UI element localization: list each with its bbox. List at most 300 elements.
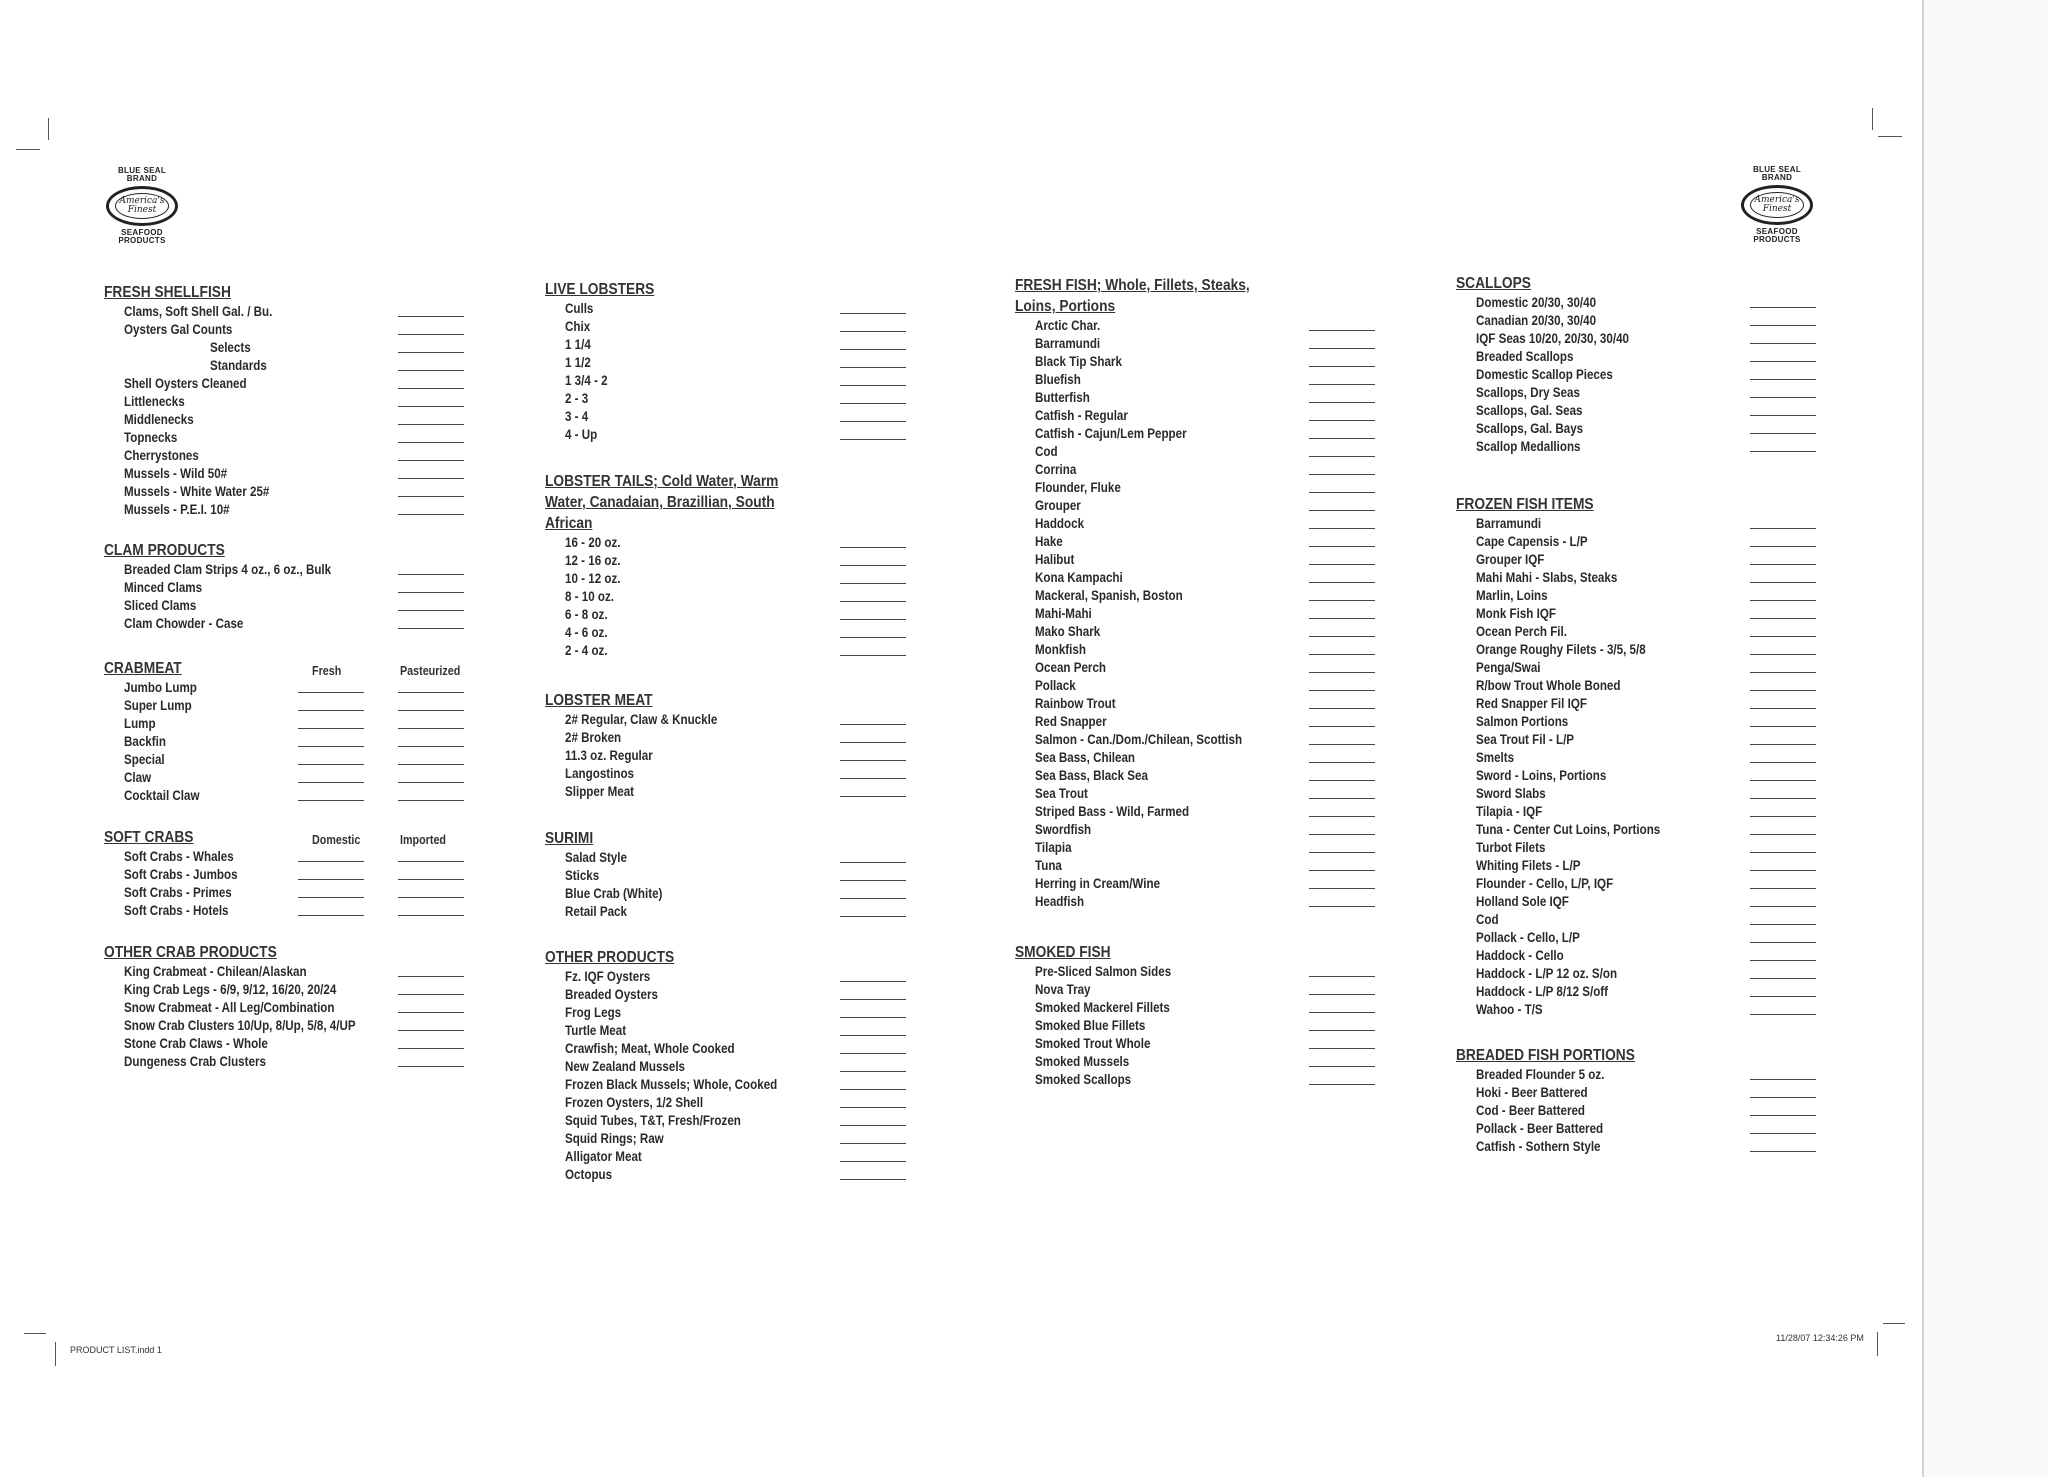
quantity-field[interactable]: [298, 692, 364, 693]
item-label: Sea Bass, Chilean: [1035, 750, 1136, 765]
list-item: [104, 769, 494, 787]
quantity-field[interactable]: [1309, 672, 1375, 673]
item-label: Smelts: [1476, 750, 1515, 765]
quantity-field[interactable]: [1750, 906, 1816, 907]
quantity-field[interactable]: [1750, 888, 1816, 889]
quantity-field[interactable]: [1750, 978, 1816, 979]
item-label: Catfish - Sothern Style: [1476, 1139, 1601, 1154]
item-label: Monkfish: [1035, 642, 1086, 657]
item-label: Soft Crabs - Hotels: [124, 903, 229, 918]
quantity-field[interactable]: [1309, 330, 1375, 331]
item-label: Headfish: [1035, 894, 1085, 909]
item-label: Littlenecks: [124, 394, 185, 409]
quantity-field[interactable]: [1750, 1014, 1816, 1015]
quantity-field[interactable]: [840, 1071, 906, 1072]
quantity-field[interactable]: [1750, 546, 1816, 547]
quantity-field[interactable]: [398, 406, 464, 407]
item-label: Sword - Loins, Portions: [1476, 768, 1607, 783]
quantity-field[interactable]: [1309, 690, 1375, 691]
quantity-field[interactable]: [298, 861, 364, 862]
quantity-field[interactable]: [1750, 582, 1816, 583]
quantity-field[interactable]: [398, 976, 464, 977]
quantity-field[interactable]: [840, 1053, 906, 1054]
list-item: [1015, 533, 1405, 551]
quantity-field[interactable]: [1750, 780, 1816, 781]
item-label: Blue Crab (White): [565, 886, 663, 901]
quantity-field[interactable]: [1309, 834, 1375, 835]
quantity-field[interactable]: [398, 897, 464, 898]
quantity-field[interactable]: [1309, 708, 1375, 709]
item-label: Frog Legs: [565, 1005, 622, 1020]
quantity-field[interactable]: [1309, 1066, 1375, 1067]
quantity-field[interactable]: [1309, 744, 1375, 745]
quantity-field[interactable]: [1750, 397, 1816, 398]
quantity-field[interactable]: [840, 601, 906, 602]
quantity-field[interactable]: [1750, 1079, 1816, 1080]
quantity-field[interactable]: [298, 782, 364, 783]
list-item: [1456, 749, 1846, 767]
section-title: SOFT CRABS: [104, 829, 194, 846]
quantity-field[interactable]: [298, 764, 364, 765]
quantity-field[interactable]: [1309, 870, 1375, 871]
quantity-field[interactable]: [398, 478, 464, 479]
quantity-field[interactable]: [1309, 852, 1375, 853]
quantity-field[interactable]: [840, 981, 906, 982]
list-item: [545, 885, 935, 903]
item-label: Sliced Clams: [124, 598, 197, 613]
quantity-field[interactable]: [1750, 415, 1816, 416]
list-item: [104, 357, 494, 375]
list-item: [1456, 1102, 1846, 1120]
list-item: [1456, 294, 1846, 312]
product-section: [1015, 942, 1405, 1089]
quantity-field[interactable]: [1309, 618, 1375, 619]
quantity-field[interactable]: [298, 728, 364, 729]
quantity-field[interactable]: [840, 742, 906, 743]
item-label: Chix: [565, 319, 591, 334]
quantity-field[interactable]: [298, 915, 364, 916]
quantity-field[interactable]: [1750, 1151, 1816, 1152]
list-item: [1456, 1066, 1846, 1084]
list-item: [1015, 767, 1405, 785]
quantity-field[interactable]: [398, 334, 464, 335]
list-item: [545, 903, 935, 921]
quantity-field[interactable]: [1309, 780, 1375, 781]
quantity-field[interactable]: [398, 728, 464, 729]
item-label: Scallops, Gal. Bays: [1476, 421, 1584, 436]
quantity-field[interactable]: [1309, 564, 1375, 565]
quantity-field[interactable]: [1309, 976, 1375, 977]
list-item: [104, 393, 494, 411]
quantity-field[interactable]: [840, 724, 906, 725]
quantity-field[interactable]: [1309, 582, 1375, 583]
quantity-field[interactable]: [298, 746, 364, 747]
quantity-field[interactable]: [840, 331, 906, 332]
list-item: [104, 697, 494, 715]
item-label: Barramundi: [1476, 516, 1542, 531]
quantity-field[interactable]: [1750, 564, 1816, 565]
item-label: Culls: [565, 301, 594, 316]
quantity-field[interactable]: [1750, 343, 1816, 344]
product-section: [104, 942, 494, 1071]
quantity-field[interactable]: [1309, 1084, 1375, 1085]
quantity-field[interactable]: [1309, 906, 1375, 907]
list-item: [104, 321, 494, 339]
section-title: SCALLOPS: [1456, 275, 1531, 292]
quantity-field[interactable]: [398, 370, 464, 371]
list-item: [104, 375, 494, 393]
quantity-field[interactable]: [1750, 325, 1816, 326]
list-item: [1456, 947, 1846, 965]
quantity-field[interactable]: [1309, 402, 1375, 403]
quantity-field[interactable]: [398, 800, 464, 801]
list-item: [1015, 389, 1405, 407]
product-section: [545, 828, 935, 921]
item-label: Haddock: [1035, 516, 1085, 531]
quantity-field[interactable]: [398, 424, 464, 425]
quantity-field[interactable]: [1750, 870, 1816, 871]
list-item: [545, 1022, 935, 1040]
item-label: Clam Chowder - Case: [124, 616, 244, 631]
item-label: Hake: [1035, 534, 1063, 549]
item-label: Kona Kampachi: [1035, 570, 1123, 585]
item-label: Shell Oysters Cleaned: [124, 376, 247, 391]
list-item: [545, 372, 935, 390]
crop-mark: [16, 149, 40, 150]
quantity-field[interactable]: [840, 916, 906, 917]
list-item: [1015, 479, 1405, 497]
quantity-field[interactable]: [398, 782, 464, 783]
section-title: CRABMEAT: [104, 660, 182, 677]
quantity-field[interactable]: [1750, 1133, 1816, 1134]
quantity-field[interactable]: [1309, 1030, 1375, 1031]
quantity-field[interactable]: [398, 994, 464, 995]
item-label: Mussels - Wild 50#: [124, 466, 228, 481]
item-label: Scallops, Gal. Seas: [1476, 403, 1583, 418]
quantity-field[interactable]: [1750, 1097, 1816, 1098]
quantity-field[interactable]: [1309, 1048, 1375, 1049]
list-item: [545, 606, 935, 624]
list-item: [1456, 965, 1846, 983]
item-label: Pollack: [1035, 678, 1076, 693]
quantity-field[interactable]: [1309, 1012, 1375, 1013]
item-label: Frozen Oysters, 1/2 Shell: [565, 1095, 704, 1110]
quantity-field[interactable]: [398, 496, 464, 497]
list-item: [1015, 551, 1405, 569]
logo-script-text: Finest: [127, 205, 157, 215]
quantity-field[interactable]: [398, 460, 464, 461]
quantity-field[interactable]: [298, 710, 364, 711]
quantity-field[interactable]: [1309, 994, 1375, 995]
quantity-field[interactable]: [1309, 456, 1375, 457]
logo-top-text: BLUE SEAL: [1752, 165, 1802, 174]
quantity-field[interactable]: [398, 764, 464, 765]
page-shadow: [1924, 0, 2048, 1477]
quantity-field[interactable]: [840, 1035, 906, 1036]
quantity-field[interactable]: [1309, 510, 1375, 511]
footer-timestamp: 11/28/07 12:34:26 PM: [1776, 1333, 1864, 1343]
quantity-field[interactable]: [840, 862, 906, 863]
quantity-field[interactable]: [840, 421, 906, 422]
item-label: Ocean Perch: [1035, 660, 1106, 675]
item-label: Breaded Scallops: [1476, 349, 1574, 364]
list-item: [1015, 461, 1405, 479]
list-item: [1015, 641, 1405, 659]
item-label: Lump: [124, 716, 156, 731]
quantity-field[interactable]: [1750, 798, 1816, 799]
item-label: Stone Crab Claws - Whole: [124, 1036, 268, 1051]
quantity-field[interactable]: [1750, 618, 1816, 619]
quantity-field[interactable]: [298, 879, 364, 880]
quantity-field[interactable]: [1750, 762, 1816, 763]
quantity-field[interactable]: [1750, 690, 1816, 691]
quantity-field[interactable]: [398, 316, 464, 317]
item-label: Mackeral, Spanish, Boston: [1035, 588, 1183, 603]
product-section: [1456, 273, 1846, 456]
quantity-field[interactable]: [398, 1066, 464, 1067]
quantity-field[interactable]: [1309, 528, 1375, 529]
quantity-field[interactable]: [1750, 744, 1816, 745]
quantity-field[interactable]: [840, 1179, 906, 1180]
list-item: [104, 866, 494, 884]
item-label: Sea Trout Fil - L/P: [1476, 732, 1575, 747]
list-item: [104, 615, 494, 633]
quantity-field[interactable]: [1750, 379, 1816, 380]
list-item: [545, 552, 935, 570]
item-label: Sea Bass, Black Sea: [1035, 768, 1148, 783]
quantity-field[interactable]: [1309, 726, 1375, 727]
list-item: [1015, 893, 1405, 911]
quantity-field[interactable]: [840, 349, 906, 350]
quantity-field[interactable]: [840, 439, 906, 440]
list-item: [545, 1148, 935, 1166]
quantity-field[interactable]: [840, 313, 906, 314]
quantity-field[interactable]: [1309, 762, 1375, 763]
list-item: [1456, 623, 1846, 641]
list-item: [1456, 1001, 1846, 1019]
logo-seal-icon: [1741, 185, 1813, 225]
product-section: [1456, 1045, 1846, 1156]
list-item: [545, 1112, 935, 1130]
quantity-field[interactable]: [1750, 726, 1816, 727]
quantity-field[interactable]: [1309, 474, 1375, 475]
section-title: FRESH SHELLFISH: [104, 284, 231, 301]
quantity-field[interactable]: [298, 897, 364, 898]
item-label: Clams, Soft Shell Gal. / Bu.: [124, 304, 273, 319]
quantity-field[interactable]: [840, 898, 906, 899]
list-item: [545, 783, 935, 801]
item-label: Grouper IQF: [1476, 552, 1545, 567]
quantity-field[interactable]: [840, 796, 906, 797]
quantity-field[interactable]: [398, 1012, 464, 1013]
quantity-field[interactable]: [1309, 600, 1375, 601]
quantity-field[interactable]: [398, 879, 464, 880]
quantity-field[interactable]: [398, 746, 464, 747]
quantity-field[interactable]: [840, 1125, 906, 1126]
quantity-field[interactable]: [840, 1161, 906, 1162]
quantity-field[interactable]: [1750, 708, 1816, 709]
list-item: [545, 986, 935, 1004]
item-label: Standards: [210, 358, 267, 373]
quantity-field[interactable]: [1309, 636, 1375, 637]
item-label: Butterfish: [1035, 390, 1090, 405]
list-item: [1456, 312, 1846, 330]
quantity-field[interactable]: [840, 778, 906, 779]
quantity-field[interactable]: [398, 610, 464, 611]
quantity-field[interactable]: [840, 1089, 906, 1090]
item-label: Holland Sole IQF: [1476, 894, 1569, 909]
quantity-field[interactable]: [398, 710, 464, 711]
quantity-field[interactable]: [1750, 960, 1816, 961]
quantity-field[interactable]: [840, 565, 906, 566]
quantity-field[interactable]: [1750, 307, 1816, 308]
quantity-field[interactable]: [840, 760, 906, 761]
logo-bottom-text: SEAFOOD: [1756, 227, 1798, 236]
quantity-field[interactable]: [398, 1030, 464, 1031]
item-label: Minced Clams: [124, 580, 203, 595]
item-label: Breaded Oysters: [565, 987, 658, 1002]
quantity-field[interactable]: [840, 403, 906, 404]
quantity-field[interactable]: [1750, 834, 1816, 835]
quantity-field[interactable]: [1750, 528, 1816, 529]
quantity-field[interactable]: [1309, 888, 1375, 889]
crop-mark: [48, 118, 49, 140]
section-title: African: [545, 515, 593, 532]
quantity-field[interactable]: [1750, 600, 1816, 601]
quantity-field[interactable]: [1750, 672, 1816, 673]
quantity-field[interactable]: [1750, 996, 1816, 997]
quantity-field[interactable]: [398, 915, 464, 916]
quantity-field[interactable]: [398, 692, 464, 693]
list-item: [104, 561, 494, 579]
list-item: [1456, 911, 1846, 929]
list-item: [545, 1166, 935, 1184]
section-title: SMOKED FISH: [1015, 944, 1111, 961]
list-item: [545, 570, 935, 588]
list-item: [1015, 1071, 1405, 1089]
section-title: Loins, Portions: [1015, 298, 1116, 315]
item-label: Soft Crabs - Primes: [124, 885, 232, 900]
quantity-field[interactable]: [840, 655, 906, 656]
quantity-field[interactable]: [1309, 654, 1375, 655]
item-label: 2# Regular, Claw & Knuckle: [565, 712, 718, 727]
section-title: OTHER PRODUCTS: [545, 949, 675, 966]
item-label: Slipper Meat: [565, 784, 635, 799]
quantity-field[interactable]: [1309, 816, 1375, 817]
quantity-field[interactable]: [840, 637, 906, 638]
quantity-field[interactable]: [1750, 942, 1816, 943]
quantity-field[interactable]: [398, 861, 464, 862]
quantity-field[interactable]: [840, 385, 906, 386]
item-label: Cape Capensis - L/P: [1476, 534, 1588, 549]
quantity-field[interactable]: [1750, 361, 1816, 362]
item-label: Flounder - Cello, L/P, IQF: [1476, 876, 1614, 891]
quantity-field[interactable]: [840, 367, 906, 368]
list-item: [1456, 1084, 1846, 1102]
quantity-field[interactable]: [1309, 438, 1375, 439]
product-section: [545, 690, 935, 801]
product-section: [545, 279, 935, 444]
quantity-field[interactable]: [1309, 492, 1375, 493]
quantity-field[interactable]: [298, 800, 364, 801]
quantity-field[interactable]: [1750, 451, 1816, 452]
list-item: [545, 1058, 935, 1076]
item-label: Ocean Perch Fil.: [1476, 624, 1567, 639]
item-label: Penga/Swai: [1476, 660, 1541, 675]
list-item: [104, 999, 494, 1017]
quantity-field[interactable]: [840, 1017, 906, 1018]
quantity-field[interactable]: [840, 619, 906, 620]
quantity-field[interactable]: [1750, 654, 1816, 655]
section-title: BREADED FISH PORTIONS: [1456, 1047, 1635, 1064]
quantity-field[interactable]: [1750, 816, 1816, 817]
quantity-field[interactable]: [398, 628, 464, 629]
footer-filename: PRODUCT LIST.indd 1: [70, 1345, 162, 1355]
product-section: [1456, 494, 1846, 1019]
quantity-field[interactable]: [398, 388, 464, 389]
item-label: Backfin: [124, 734, 166, 749]
item-label: Salmon - Can./Dom./Chilean, Scottish: [1035, 732, 1243, 747]
list-item: [104, 751, 494, 769]
list-item: [1456, 551, 1846, 569]
list-item: [545, 1040, 935, 1058]
quantity-field[interactable]: [840, 880, 906, 881]
quantity-field[interactable]: [840, 999, 906, 1000]
list-item: [545, 968, 935, 986]
quantity-field[interactable]: [398, 592, 464, 593]
item-label: Swordfish: [1035, 822, 1092, 837]
list-item: [1456, 330, 1846, 348]
quantity-field[interactable]: [1309, 798, 1375, 799]
quantity-field[interactable]: [1750, 852, 1816, 853]
quantity-field[interactable]: [840, 1107, 906, 1108]
quantity-field[interactable]: [398, 574, 464, 575]
list-item: [1015, 677, 1405, 695]
item-label: Tuna: [1035, 858, 1062, 873]
quantity-field[interactable]: [1309, 384, 1375, 385]
quantity-field[interactable]: [398, 1048, 464, 1049]
quantity-field[interactable]: [840, 583, 906, 584]
column-header: Imported: [400, 833, 446, 847]
quantity-field[interactable]: [1309, 420, 1375, 421]
quantity-field[interactable]: [840, 1143, 906, 1144]
page-edge: [1922, 0, 1924, 1477]
list-item: [104, 501, 494, 519]
quantity-field[interactable]: [398, 352, 464, 353]
quantity-field[interactable]: [1309, 348, 1375, 349]
item-label: Salad Style: [565, 850, 627, 865]
item-label: 10 - 12 oz.: [565, 571, 621, 586]
item-label: King Crab Legs - 6/9, 9/12, 16/20, 20/24: [124, 982, 337, 997]
quantity-field[interactable]: [398, 514, 464, 515]
quantity-field[interactable]: [398, 442, 464, 443]
quantity-field[interactable]: [1309, 546, 1375, 547]
list-item: [1015, 587, 1405, 605]
quantity-field[interactable]: [1750, 924, 1816, 925]
quantity-field[interactable]: [1750, 433, 1816, 434]
quantity-field[interactable]: [1750, 1115, 1816, 1116]
list-item: [1015, 839, 1405, 857]
quantity-field[interactable]: [1750, 636, 1816, 637]
item-label: Snow Crabmeat - All Leg/Combination: [124, 1000, 335, 1015]
list-item: [104, 447, 494, 465]
list-item: [1015, 1035, 1405, 1053]
item-label: 6 - 8 oz.: [565, 607, 608, 622]
product-section: [104, 827, 494, 920]
product-section: [545, 471, 935, 660]
quantity-field[interactable]: [840, 547, 906, 548]
quantity-field[interactable]: [1309, 366, 1375, 367]
